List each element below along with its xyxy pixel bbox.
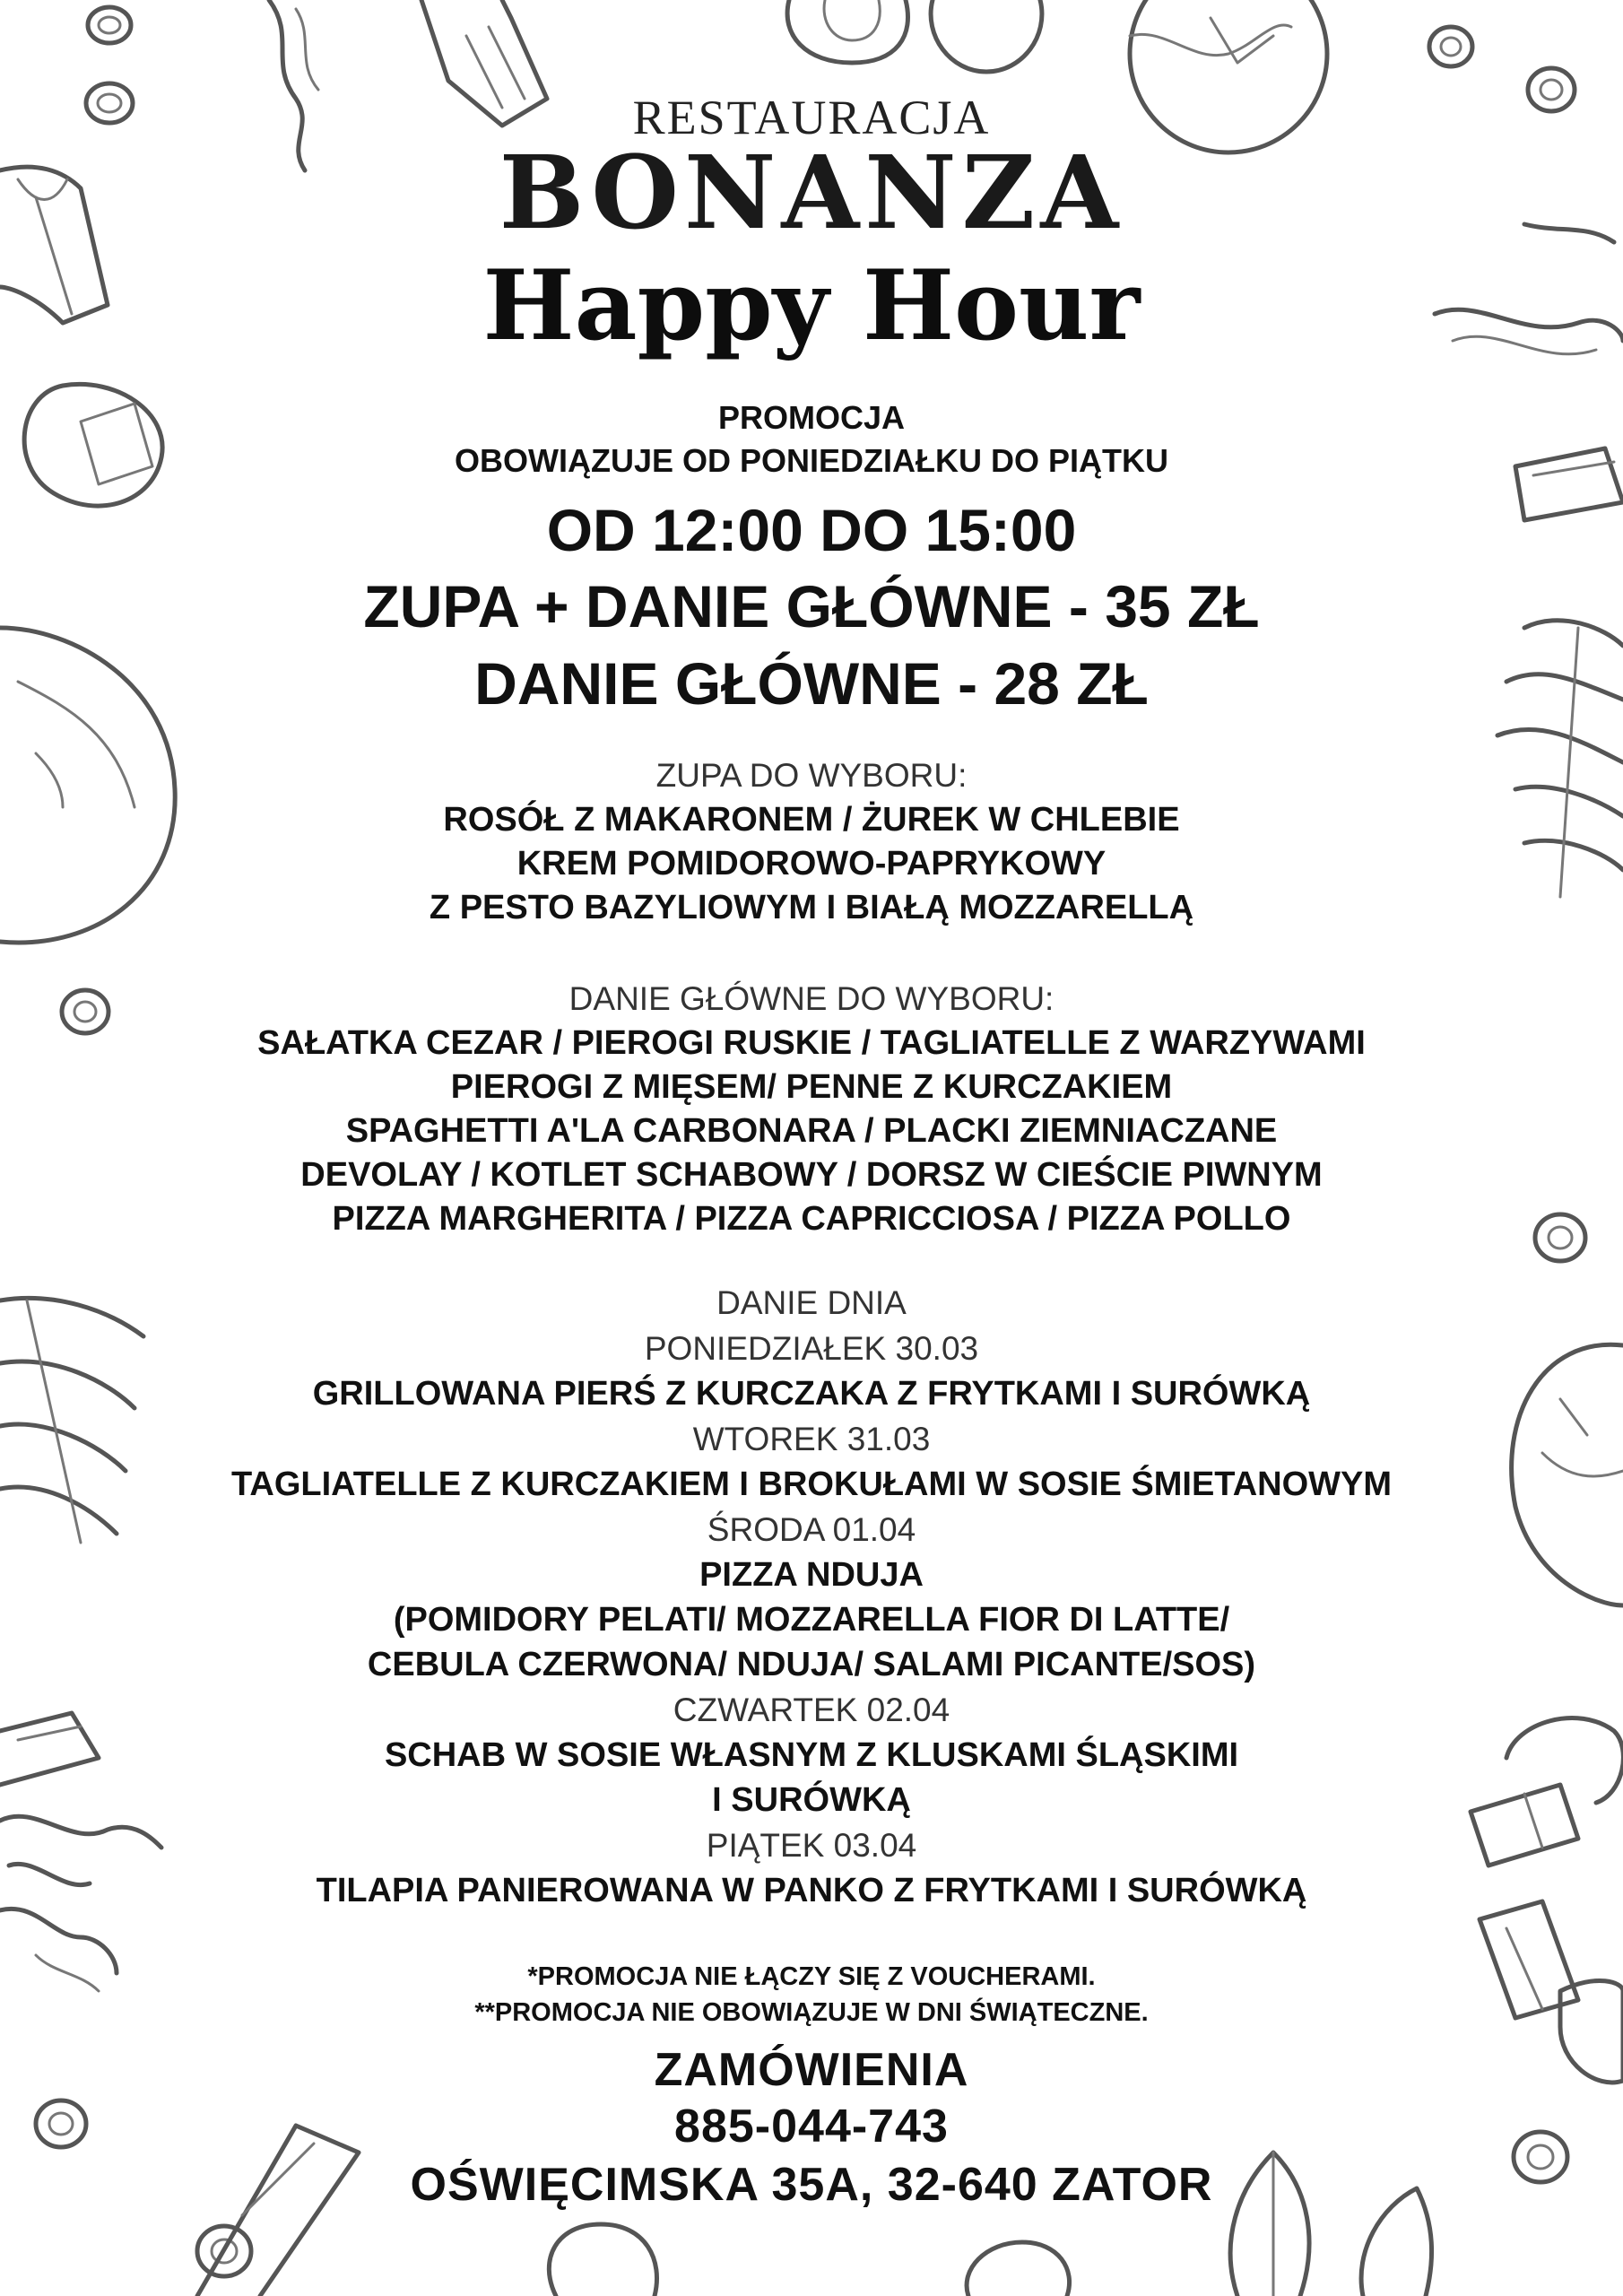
price-soup-and-main: ZUPA + DANIE GŁÓWNE - 35 ZŁ <box>363 573 1260 639</box>
list-item: ROSÓŁ Z MAKARONEM / ŻUREK W CHLEBIE <box>443 801 1180 839</box>
day-dish: TAGLIATELLE Z KURCZAKIEM I BROKUŁAMI W SOSIE ŚMIETANOWYM <box>230 1465 1393 1503</box>
day-label: CZWARTEK 02.04 <box>673 1692 950 1728</box>
phone-number: 885-044-743 <box>674 2100 949 2152</box>
list-item: Z PESTO BAZYLIOWYM I BIAŁĄ MOZZARELLĄ <box>429 889 1194 926</box>
address: OŚWIĘCIMSKA 35A, 32-640 ZATOR <box>410 2159 1213 2211</box>
promo-days: OBOWIĄZUJE OD PONIEDZIAŁKU DO PIĄTKU <box>454 442 1168 479</box>
footnote: **PROMOCJA NIE OBOWIĄZUJE W DNI ŚWIĄTECZNE. <box>474 1998 1149 2027</box>
daily-dish-heading: DANIE DNIA <box>716 1284 907 1321</box>
page-title: Happy Hour <box>482 249 1141 362</box>
main-dishes-heading: DANIE GŁÓWNE DO WYBORU: <box>568 980 1055 1017</box>
day-dish: (POMIDORY PELATI/ MOZZARELLA FIOR DI LATTE/ <box>393 1601 1230 1639</box>
restaurant-name-logo: BONANZA <box>499 135 1124 252</box>
day-dish: PIZZA NDUJA <box>699 1556 924 1594</box>
soup-heading: ZUPA DO WYBORU: <box>655 757 968 794</box>
list-item: DEVOLAY / KOTLET SCHABOWY / DORSZ W CIEŚCIE PIWNYM <box>300 1156 1323 1194</box>
day-label: WTOREK 31.03 <box>692 1421 931 1457</box>
footnote: *PROMOCJA NIE ŁĄCZY SIĘ Z VOUCHERAMI. <box>527 1962 1096 1991</box>
day-dish: I SURÓWKĄ <box>712 1781 911 1819</box>
restaurant-label: RESTAURACJA <box>632 91 991 144</box>
list-item: SPAGHETTI A'LA CARBONARA / PLACKI ZIEMNIACZANE <box>345 1112 1278 1150</box>
day-label: PIĄTEK 03.04 <box>706 1827 917 1864</box>
price-main: DANIE GŁÓWNE - 28 ZŁ <box>474 650 1149 717</box>
list-item: SAŁATKA CEZAR / PIEROGI RUSKIE / TAGLIATELLE Z WARZYWAMI <box>257 1024 1366 1062</box>
day-label: ŚRODA 01.04 <box>707 1511 916 1548</box>
day-dish: CEBULA CZERWONA/ NDUJA/ SALAMI PICANTE/SOS) <box>367 1646 1256 1683</box>
list-item: KREM POMIDOROWO-PAPRYKOWY <box>516 845 1107 883</box>
promo-hours: OD 12:00 DO 15:00 <box>546 497 1077 563</box>
promo-label: PROMOCJA <box>717 399 906 436</box>
day-dish: GRILLOWANA PIERŚ Z KURCZAKA Z FRYTKAMI I SURÓWKĄ <box>312 1375 1311 1413</box>
orders-label: ZAMÓWIENIA <box>654 2044 969 2096</box>
list-item: PIEROGI Z MIĘSEM/ PENNE Z KURCZAKIEM <box>450 1068 1173 1106</box>
day-dish: TILAPIA PANIEROWANA W PANKO Z FRYTKAMI I SURÓWKĄ <box>316 1872 1307 1909</box>
list-item: PIZZA MARGHERITA / PIZZA CAPRICCIOSA / PIZZA POLLO <box>332 1200 1291 1238</box>
day-dish: SCHAB W SOSIE WŁASNYM Z KLUSKAMI ŚLĄSKIMI <box>384 1736 1239 1774</box>
day-label: PONIEDZIAŁEK 30.03 <box>644 1330 979 1367</box>
